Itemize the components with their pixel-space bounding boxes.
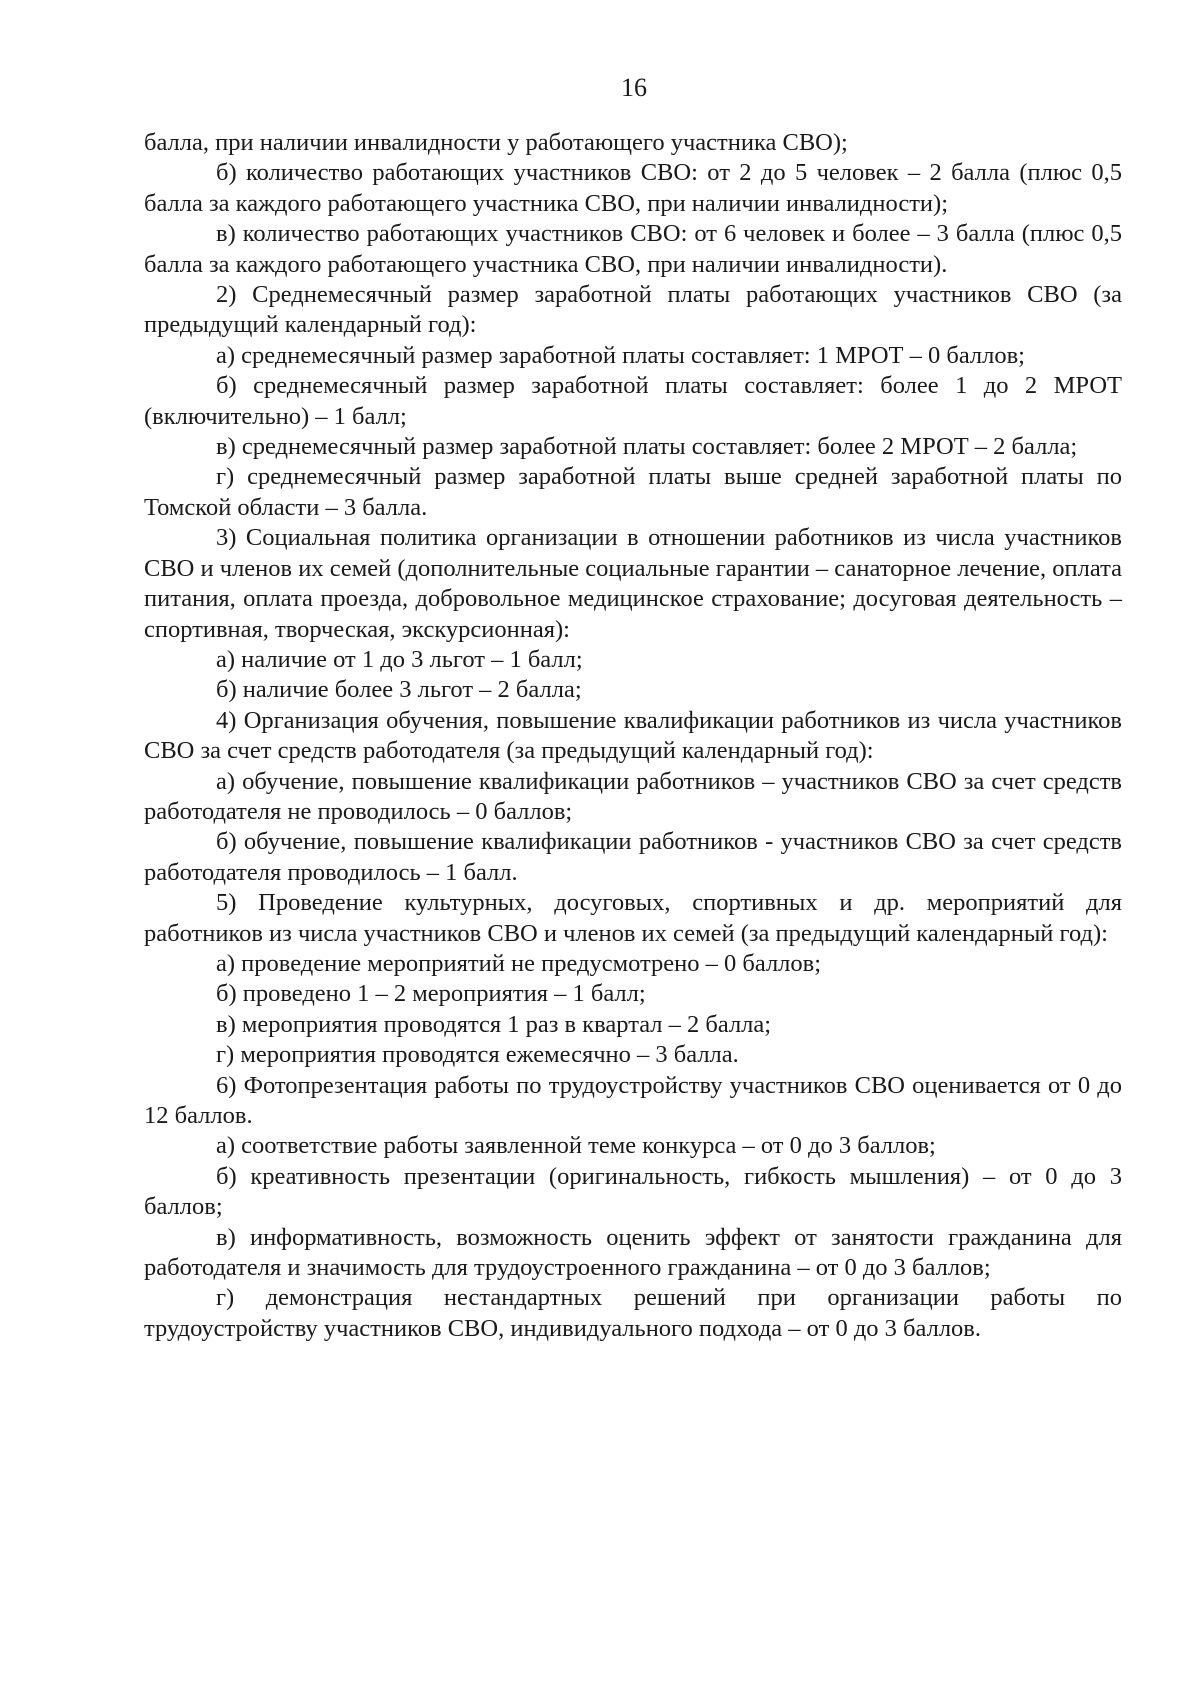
paragraph-5b: б) проведено 1 – 2 мероприятия – 1 балл; <box>216 980 646 1008</box>
paragraph-3b: б) наличие более 3 льгот – 2 балла; <box>216 676 582 704</box>
paragraph-4a: а) обучение, повышение квалификации работников – участников СВО за счет средств работодателя не проводилось – 0 баллов; <box>144 767 1122 825</box>
paragraph-2v: в) среднемесячный размер заработной платы составляет: более 2 МРОТ – 2 балла; <box>216 433 1078 461</box>
paragraph-2b: б) среднемесячный размер заработной платы составляет: более 1 до 2 МРОТ (включительно) – 1 балл; <box>144 372 1122 430</box>
paragraph-5g: г) мероприятия проводятся ежемесячно – 3 балла. <box>216 1041 739 1069</box>
paragraph-5a: а) проведение мероприятий не предусмотрено – 0 баллов; <box>216 949 822 977</box>
page-number: 16 <box>621 73 647 102</box>
paragraph-6b: б) креативность презентации (оригинальность, гибкость мышления) – от 0 до 3 баллов; <box>144 1162 1122 1221</box>
paragraph-4-heading: 4) Организация обучения, повышение квалификации работников из числа участников СВО за счет средств работодателя (за предыдущий календарный год): <box>144 706 1122 765</box>
paragraph-continuation: балла, при наличии инвалидности у работающего участника СВО); <box>144 129 848 156</box>
paragraph-1b: б) количество работающих участников СВО: от 2 до 5 человек – 2 балла (плюс 0,5 балла за каждого работающего участника СВО, при наличии инвалидности); <box>144 159 1122 217</box>
paragraph-6-heading: 6) Фотопрезентация работы по трудоустройству участников СВО оценивается от 0 до 12 баллов. <box>144 1071 1122 1129</box>
paragraph-6g: г) демонстрация нестандартных решений при организации работы по трудоустройству участников СВО, индивидуального подхода – от 0 до 3 баллов. <box>144 1284 1122 1342</box>
paragraph-2g: г) среднемесячный размер заработной платы выше средней заработной платы по Томской области – 3 балла. <box>144 463 1122 521</box>
paragraph-4b: б) обучение, повышение квалификации работников - участников СВО за счет средств работодателя проводилось – 1 балл. <box>144 828 1122 886</box>
document-body <box>144 128 1122 1344</box>
paragraph-6a: а) соответствие работы заявленной теме конкурса – от 0 до 3 баллов; <box>216 1132 936 1160</box>
paragraph-2a: а) среднемесячный размер заработной платы составляет: 1 МРОТ – 0 баллов; <box>216 341 1025 369</box>
paragraph-2-heading: 2) Среднемесячный размер заработной платы работающих участников СВО (за предыдущий календарный год): <box>144 281 1122 339</box>
paragraph-3-heading: 3) Социальная политика организации в отношении работников из числа участников СВО и членов их семей (дополнительные социальные гарантии – санаторное лечение, оплата питания, оплата проезда, добровольное медицинское страхование; досуговая деятельность – спортивная, творческая, экскурсионная): <box>144 524 1122 643</box>
paragraph-3a: а) наличие от 1 до 3 льгот – 1 балл; <box>216 645 583 673</box>
paragraph-1v: в) количество работающих участников СВО: от 6 человек и более – 3 балла (плюс 0,5 балла за каждого работающего участника СВО, при наличии инвалидности). <box>144 220 1122 278</box>
paragraph-5-heading: 5) Проведение культурных, досуговых, спортивных и др. мероприятий для работников из числа участников СВО и членов их семей (за предыдущий календарный год): <box>144 889 1122 947</box>
paragraph-5v: в) мероприятия проводятся 1 раз в квартал – 2 балла; <box>216 1010 772 1038</box>
paragraph-6v: в) информативность, возможность оценить эффект от занятости гражданина для работодателя и значимость для трудоустроенного гражданина – от 0 до 3 баллов; <box>144 1223 1122 1282</box>
